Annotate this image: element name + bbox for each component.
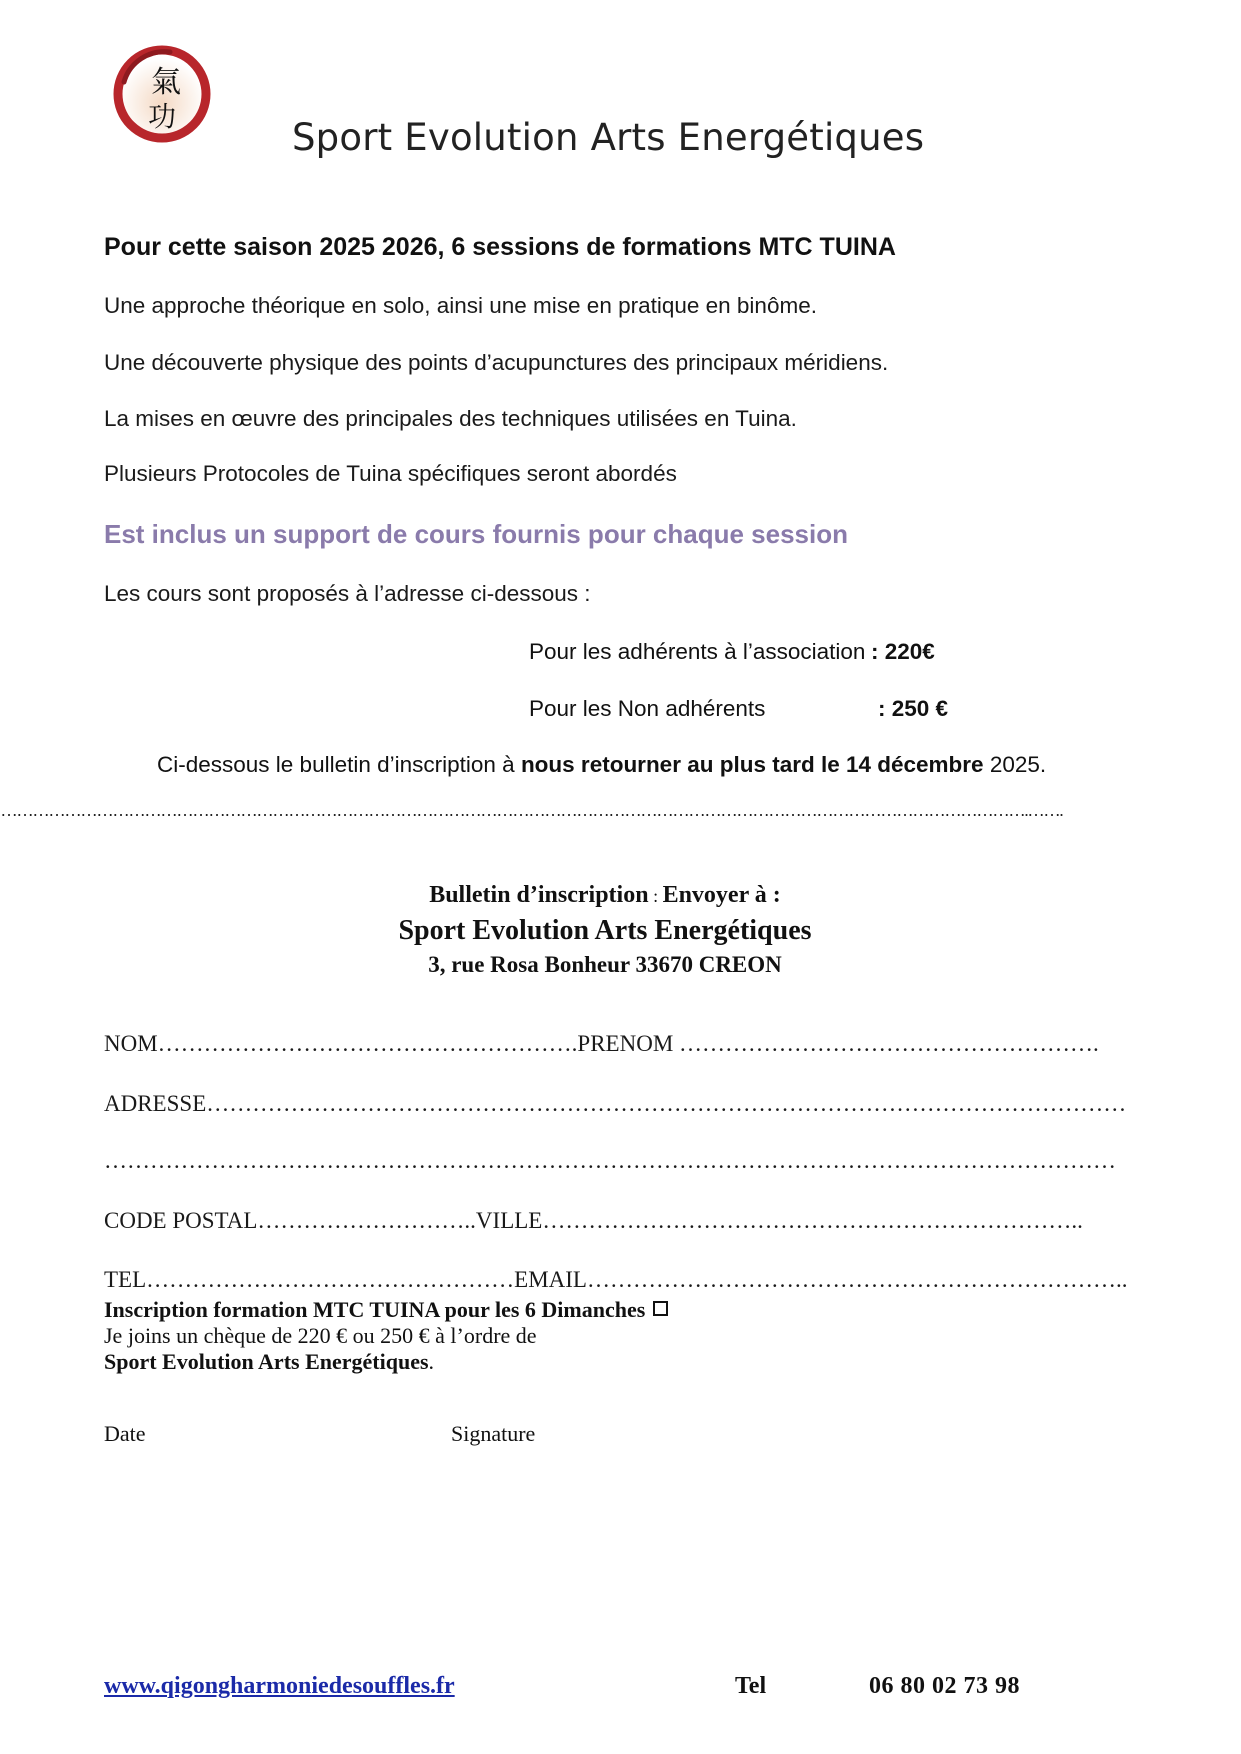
address-note: Les cours sont proposés à l’adresse ci-dessous : xyxy=(104,581,591,606)
highlight-note: Est inclus un support de cours fournis pour chaque session xyxy=(104,519,848,549)
deadline-prefix: Ci-dessous le bulletin d’inscription à xyxy=(157,752,521,777)
registration-org-name: Sport Evolution Arts Energétiques xyxy=(398,915,812,946)
cheque-note: Je joins un chèque de 220 € ou 250 € à l’ordre de xyxy=(104,1323,537,1348)
payee-name xyxy=(104,1349,434,1375)
deadline-note xyxy=(157,752,1046,778)
paragraph-2: Une découverte physique des points d’acupunctures des principaux méridiens. xyxy=(104,350,889,375)
date-label: Date xyxy=(104,1421,146,1446)
price-non-members-value: : 250 € xyxy=(878,696,949,721)
price-members-value: : 220€ xyxy=(871,639,935,664)
footer-tel-label: Tel xyxy=(735,1673,767,1699)
payee-name-end: . xyxy=(428,1349,435,1374)
paragraph-3: La mises en œuvre des principales des techniques utilisées en Tuina. xyxy=(104,406,797,431)
registration-heading-bold: Bulletin d’inscription xyxy=(429,882,649,908)
logo-glyph-top: 氣 xyxy=(151,65,181,100)
signature-label: Signature xyxy=(451,1421,536,1446)
registration-heading-sep: : xyxy=(648,886,663,906)
price-members-label: Pour les adhérents à l’association xyxy=(529,639,866,664)
deadline-date: nous retourner au plus tard le 14 décembre xyxy=(520,752,984,777)
inscription-option-label: Inscription formation MTC TUINA pour les 6 Dimanches xyxy=(104,1297,646,1322)
tel-email-field[interactable]: TEL…………………………………………EMAIL…………………………………………………………….. xyxy=(104,1267,1128,1292)
inscription-option[interactable] xyxy=(104,1297,668,1323)
deadline-suffix: 2025. xyxy=(983,752,1047,777)
inscription-checkbox[interactable] xyxy=(653,1301,668,1316)
paragraph-4: Plusieurs Protocoles de Tuina spécifiques seront abordés xyxy=(104,461,677,486)
registration-heading xyxy=(0,882,1210,909)
adresse-field[interactable]: ADRESSE………………………………………………………………………………………………………… xyxy=(104,1091,1127,1116)
adresse-field-2[interactable]: …………………………………………………………………………………………………………………… xyxy=(104,1148,1116,1173)
logo xyxy=(110,42,214,146)
logo-glyph-bottom: 功 xyxy=(147,100,177,133)
payee-name-text: Sport Evolution Arts Energétiques xyxy=(104,1349,429,1374)
nom-prenom-field[interactable]: NOM……………………………………………….PRENOM ………………………………………………. xyxy=(104,1031,1099,1056)
section-heading: Pour cette saison 2025 2026, 6 sessions de formations MTC TUINA xyxy=(104,233,896,261)
registration-heading-end: Envoyer à : xyxy=(662,882,781,908)
cut-line-divider: ………………………………………………………………………………………………………………………………………………………………………….……. xyxy=(0,800,1063,820)
price-non-members-label: Pour les Non adhérents xyxy=(529,696,766,721)
qigong-logo-icon xyxy=(110,42,214,146)
page-title: Sport Evolution Arts Energétiques xyxy=(292,116,925,159)
website-link[interactable]: www.qigongharmoniedesouffles.fr xyxy=(104,1673,455,1699)
footer-tel-value: 06 80 02 73 98 xyxy=(869,1673,1020,1699)
code-postal-ville-field[interactable]: CODE POSTAL………………………..VILLE…………………………………………………………….. xyxy=(104,1208,1083,1233)
registration-address: 3, rue Rosa Bonheur 33670 CREON xyxy=(428,952,782,977)
paragraph-1: Une approche théorique en solo, ainsi une mise en pratique en binôme. xyxy=(104,293,817,318)
